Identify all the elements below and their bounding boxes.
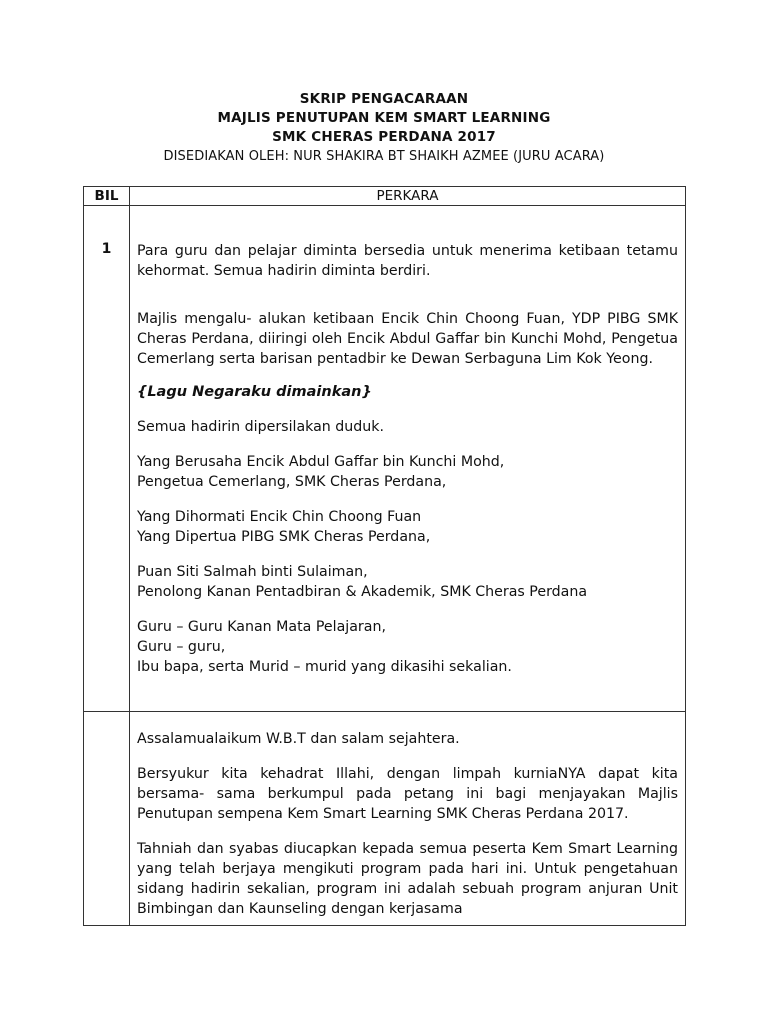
greeting-line: Penolong Kanan Pentadbiran & Akademik, SMK Cheras Perdana (137, 584, 588, 600)
row-content (130, 712, 686, 926)
row-number: 1 (84, 206, 130, 712)
perkara-header: PERKARA (130, 187, 686, 206)
paragraph: Semua hadirin dipersilakan duduk. (137, 419, 385, 435)
anthem-note: {Lagu Negaraku dimainkan} (137, 384, 372, 400)
greeting-line: Ibu bapa, serta Murid – murid yang dikasihi sekalian. (137, 659, 512, 675)
greeting-line: Guru – guru, (137, 639, 226, 655)
row-number (84, 712, 130, 926)
prepared-by: DISEDIAKAN OLEH: NUR SHAKIRA BT SHAIKH AZMEE (JURU ACARA) (163, 149, 605, 164)
greeting-line: Yang Dihormati Encik Chin Choong Fuan (137, 509, 422, 525)
script-table (83, 186, 686, 926)
school-title: SMK CHERAS PERDANA 2017 (272, 129, 496, 145)
greeting-line: Yang Dipertua PIBG SMK Cheras Perdana, (137, 529, 431, 545)
bil-header: BIL (84, 187, 130, 206)
greeting-line: Puan Siti Salmah binti Sulaiman, (137, 564, 368, 580)
paragraph: Para guru dan pelajar diminta bersedia untuk menerima ketibaan tetamu kehormat. Semua hadirin diminta berdiri. (137, 243, 678, 279)
table-row (84, 206, 686, 712)
event-title: MAJLIS PENUTUPAN KEM SMART LEARNING (217, 110, 551, 126)
document-header (0, 90, 768, 166)
greeting-line: Pengetua Cemerlang, SMK Cheras Perdana, (137, 474, 447, 490)
paragraph: Majlis mengalu- alukan ketibaan Encik Chin Choong Fuan, YDP PIBG SMK Cheras Perdana, diiringi oleh Encik Abdul Gaffar bin Kunchi Mohd, Pengetua Cemerlang serta barisan pentadbir ke Dewan Serbaguna Lim Kok Yeong. (137, 311, 678, 367)
row-content (130, 206, 686, 712)
table-header-row (84, 187, 686, 206)
table-row (84, 712, 686, 926)
greeting-line: Yang Berusaha Encik Abdul Gaffar bin Kunchi Mohd, (137, 454, 505, 470)
paragraph: Tahniah dan syabas diucapkan kepada semua peserta Kem Smart Learning yang telah berjaya mengikuti program pada hari ini. Untuk pengetahuan sidang hadirin sekalian, program ini adalah sebuah program anjuran Unit Bimbingan dan Kaunseling dengan kerjasama (137, 841, 678, 917)
paragraph: Bersyukur kita kehadrat Illahi, dengan limpah kurniaNYA dapat kita bersama- sama berkumpul pada petang ini bagi menjayakan Majlis Penutupan sempena Kem Smart Learning SMK Cheras Perdana 2017. (137, 766, 678, 822)
script-title: SKRIP PENGACARAAN (299, 91, 469, 107)
salutation: Assalamualaikum W.B.T dan salam sejahtera. (137, 731, 460, 747)
greeting-line: Guru – Guru Kanan Mata Pelajaran, (137, 619, 386, 635)
